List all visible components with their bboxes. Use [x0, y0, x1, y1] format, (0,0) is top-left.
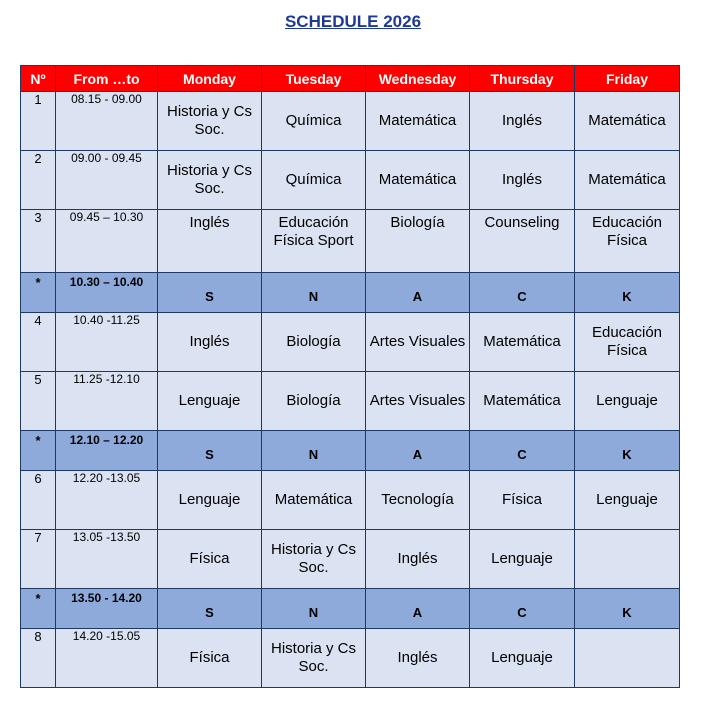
subject-cell-friday: Educación Física [575, 210, 680, 273]
break-cell-friday: K [575, 589, 680, 629]
subject-cell-friday [575, 629, 680, 688]
header-time: From …to [56, 66, 158, 92]
lesson-row [21, 471, 680, 530]
subject-cell-thursday: Matemática [470, 372, 575, 431]
period-number: * [21, 273, 56, 313]
subject-cell-friday: Educación Física [575, 313, 680, 372]
period-time: 09.00 - 09.45 [56, 151, 158, 210]
subject-cell-monday: Inglés [158, 210, 262, 273]
subject-cell-monday: Historia y Cs Soc. [158, 151, 262, 210]
break-row [21, 431, 680, 471]
subject-cell-thursday: Counseling [470, 210, 575, 273]
subject-cell-monday: Historia y Cs Soc. [158, 92, 262, 151]
header-monday: Monday [158, 66, 262, 92]
period-time: 10.40 -11.25 [56, 313, 158, 372]
break-cell-thursday: C [470, 589, 575, 629]
period-number: 6 [21, 471, 56, 530]
subject-cell-friday: Matemática [575, 151, 680, 210]
period-time: 10.30 – 10.40 [56, 273, 158, 313]
subject-cell-tuesday: Matemática [262, 471, 366, 530]
lesson-row [21, 92, 680, 151]
break-cell-tuesday: N [262, 273, 366, 313]
break-cell-wednesday: A [366, 431, 470, 471]
subject-cell-wednesday: Inglés [366, 629, 470, 688]
subject-cell-wednesday: Matemática [366, 151, 470, 210]
lesson-row [21, 210, 680, 273]
break-cell-monday: S [158, 589, 262, 629]
subject-cell-thursday: Lenguaje [470, 629, 575, 688]
subject-cell-friday: Lenguaje [575, 372, 680, 431]
header-friday: Friday [575, 66, 680, 92]
period-number: * [21, 431, 56, 471]
break-cell-tuesday: N [262, 431, 366, 471]
subject-cell-monday: Lenguaje [158, 471, 262, 530]
subject-cell-monday: Lenguaje [158, 372, 262, 431]
subject-cell-wednesday: Artes Visuales [366, 372, 470, 431]
header-wednesday: Wednesday [366, 66, 470, 92]
lesson-row [21, 151, 680, 210]
period-number: 8 [21, 629, 56, 688]
period-number: 5 [21, 372, 56, 431]
subject-cell-tuesday: Biología [262, 372, 366, 431]
period-number: * [21, 589, 56, 629]
header-row [21, 66, 680, 92]
subject-cell-tuesday: Historia y Cs Soc. [262, 629, 366, 688]
subject-cell-monday: Física [158, 530, 262, 589]
period-time: 13.05 -13.50 [56, 530, 158, 589]
period-number: 3 [21, 210, 56, 273]
subject-cell-wednesday: Artes Visuales [366, 313, 470, 372]
subject-cell-friday: Lenguaje [575, 471, 680, 530]
subject-cell-thursday: Lenguaje [470, 530, 575, 589]
subject-cell-wednesday: Inglés [366, 530, 470, 589]
subject-cell-tuesday: Química [262, 151, 366, 210]
period-number: 1 [21, 92, 56, 151]
period-number: 7 [21, 530, 56, 589]
period-time: 13.50 - 14.20 [56, 589, 158, 629]
subject-cell-thursday: Matemática [470, 313, 575, 372]
period-time: 14.20 -15.05 [56, 629, 158, 688]
period-time: 09.45 – 10.30 [56, 210, 158, 273]
lesson-row [21, 313, 680, 372]
subject-cell-tuesday: Educación Física Sport [262, 210, 366, 273]
break-cell-wednesday: A [366, 589, 470, 629]
lesson-row [21, 629, 680, 688]
subject-cell-tuesday: Historia y Cs Soc. [262, 530, 366, 589]
break-cell-thursday: C [470, 431, 575, 471]
period-time: 08.15 - 09.00 [56, 92, 158, 151]
header-thursday: Thursday [470, 66, 575, 92]
break-row [21, 589, 680, 629]
period-number: 2 [21, 151, 56, 210]
table-body [21, 92, 680, 688]
break-cell-monday: S [158, 273, 262, 313]
subject-cell-tuesday: Química [262, 92, 366, 151]
subject-cell-wednesday: Biología [366, 210, 470, 273]
table-header [21, 66, 680, 92]
break-cell-tuesday: N [262, 589, 366, 629]
break-cell-monday: S [158, 431, 262, 471]
lesson-row [21, 372, 680, 431]
break-cell-wednesday: A [366, 273, 470, 313]
period-time: 12.10 – 12.20 [56, 431, 158, 471]
period-number: 4 [21, 313, 56, 372]
subject-cell-wednesday: Tecnología [366, 471, 470, 530]
subject-cell-thursday: Inglés [470, 92, 575, 151]
subject-cell-friday [575, 530, 680, 589]
subject-cell-thursday: Inglés [470, 151, 575, 210]
page-title: SCHEDULE 2026 [284, 12, 422, 31]
break-cell-friday: K [575, 273, 680, 313]
subject-cell-monday: Física [158, 629, 262, 688]
subject-cell-wednesday: Matemática [366, 92, 470, 151]
break-cell-friday: K [575, 431, 680, 471]
break-cell-thursday: C [470, 273, 575, 313]
period-time: 11.25 -12.10 [56, 372, 158, 431]
subject-cell-monday: Inglés [158, 313, 262, 372]
period-time: 12.20 -13.05 [56, 471, 158, 530]
header-tuesday: Tuesday [262, 66, 366, 92]
lesson-row [21, 530, 680, 589]
break-row [21, 273, 680, 313]
header-number: Nº [21, 66, 56, 92]
schedule-table [20, 65, 680, 688]
subject-cell-tuesday: Biología [262, 313, 366, 372]
subject-cell-friday: Matemática [575, 92, 680, 151]
subject-cell-thursday: Física [470, 471, 575, 530]
